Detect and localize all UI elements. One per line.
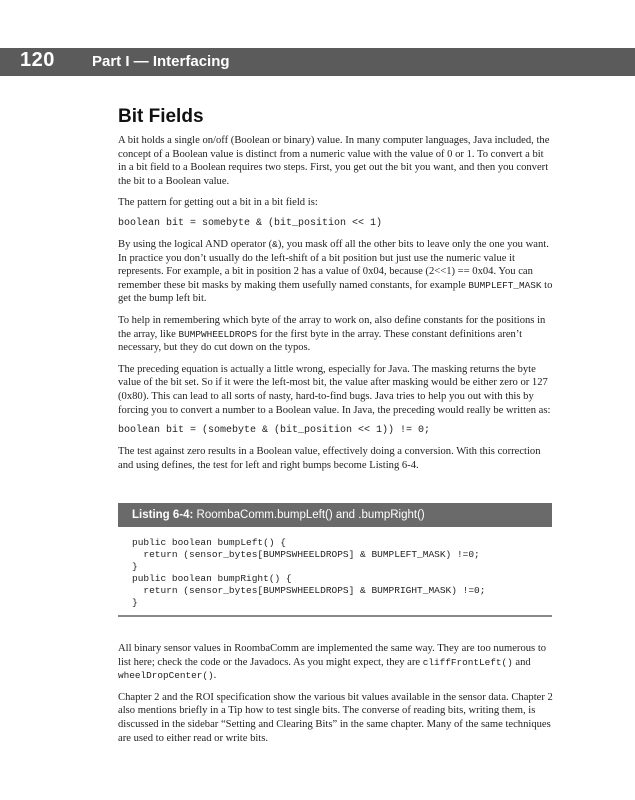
constant-bumpwheeldrops: BUMPWHEELDROPS	[178, 328, 258, 340]
method-cliff-front-left: cliffFrontLeft()	[422, 656, 513, 668]
code-example-2: boolean bit = (somebyte & (bit_position << 1)) != 0;	[118, 425, 431, 437]
paragraph-1: A bit holds a single on/off (Boolean or binary) value. In many computer languages, Java included, the concept of a Boolean value is distinct from a numeric value with the value of 0 or 1. To convert a bit in a bit field to a Boolean requires two steps. First, you get out the bit you want, and then you convert the bit to a Boolean value.	[118, 135, 550, 187]
paragraph-2: The pattern for getting out a bit in a bit field is:	[118, 197, 318, 209]
code-example-1: boolean bit = somebyte & (bit_position << 1)	[118, 217, 383, 229]
paragraph-4: To help in remembering which byte of the array to work on, also define constants for the positions in the array, like BUMPWHEELDROPS for the first byte in the array. These constant definitions aren’t necessary, but they do cut down on the typos.	[118, 314, 546, 354]
page-number: 120	[20, 49, 55, 71]
paragraph-5: The preceding equation is actually a little wrong, especially for Java. The masking returns the byte value of the bit set. So if it were the left-most bit, the value after masking would be either zero or 127 (0x80). This can lead to all sorts of nasty, hard-to-find bugs. Java tries to help you out with this by forcing you to convert a number to a Boolean value. In Java, the preceding would really be written as:	[118, 363, 551, 416]
paragraph-6: The test against zero results in a Boolean value, effectively doing a conversion. With this correction and using defines, the test for left and right bumps become Listing 6-4.	[118, 446, 541, 471]
listing-title: RoombaComm.bumpLeft() and .bumpRight()	[196, 509, 425, 521]
section-title: Bit Fields	[118, 106, 204, 127]
paragraph-3: By using the logical AND operator (&), you mask off all the other bits to leave only the one you want. In practice you don’t usually do the left-shift of a bit position but just use the numeric value it represents. For example, a bit in position 2 has a value of 0x04, because (2<<1) == 0x04. You can remember these bit masks by making them usefully named constants, for example BUMPLEFT_MASK to get the bump left bit.	[118, 238, 553, 305]
paragraph-7: All binary sensor values in RoombaComm are implemented the same way. They are too numerous to list here; check the code or the Javadocs. As you might expect, they are cliffFrontLeft() and wheelDropCenter().	[118, 643, 547, 682]
main-content	[118, 106, 554, 480]
listing-6-4	[118, 503, 552, 617]
and-operator: &	[272, 238, 278, 250]
part-title: Part I — Interfacing	[92, 53, 230, 70]
constant-bumpleft-mask: BUMPLEFT_MASK	[468, 279, 542, 291]
listing-code: public boolean bumpLeft() { return (sensor_bytes[BUMPSWHEELDROPS] & BUMPLEFT_MASK) !=0; } public boolean bumpRight() { return (sensor_bytes[BUMPSWHEELDROPS] & BUMPRIGHT_MASK) !=0; }	[132, 537, 486, 608]
after-listing-content	[118, 642, 554, 753]
listing-bottom-rule	[118, 615, 552, 617]
paragraph-8: Chapter 2 and the ROI specification show the various bit values available in the sensor data. Chapter 2 also mentions briefly in a Tip how to test single bits. The converse of reading bits, writing them, is discussed in the sidebar “Setting and Clearing Bits” in the same chapter. Many of the same techniques are used to either read or write bits.	[118, 691, 553, 744]
listing-title-bar	[118, 503, 552, 527]
listing-label: Listing 6-4:	[132, 509, 194, 521]
method-wheel-drop-center: wheelDropCenter()	[118, 670, 214, 682]
